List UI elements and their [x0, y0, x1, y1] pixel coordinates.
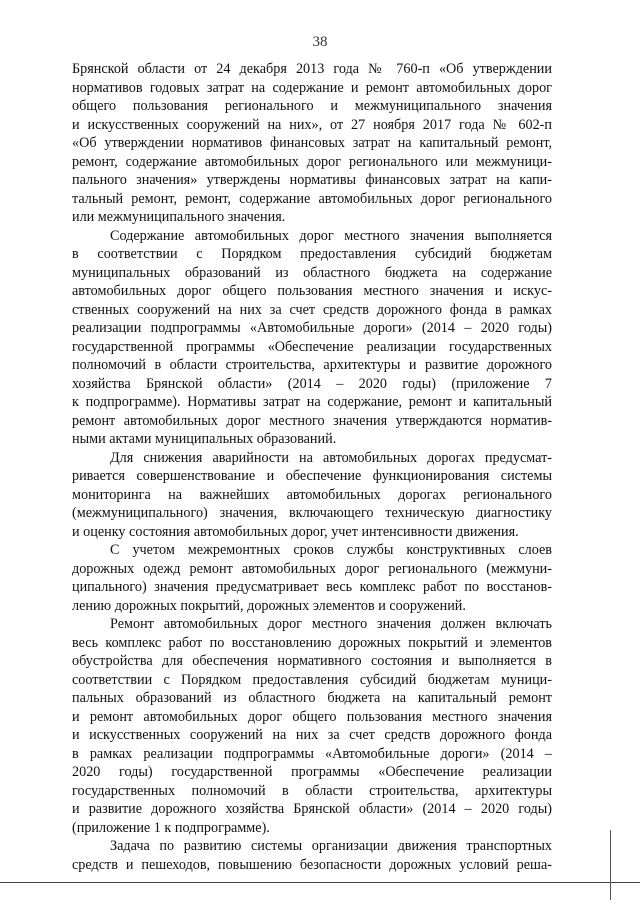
text-line: пальных образований из областного бюджета на капитальный ремонт: [72, 690, 552, 706]
text-line: в соответствии с Порядком предоставления субсидий бюджетам: [72, 246, 552, 262]
text-line: и развитие дорожного хозяйства Брянской области» (2014 – 2020 годы): [72, 801, 552, 817]
text-line: ривается совершенствование и обеспечение функционирования системы: [72, 468, 552, 484]
text-line: или межмуниципального значения.: [72, 209, 286, 225]
text-line: и искусственных сооружений на них», от 27 ноября 2017 года № 602-п: [72, 116, 552, 133]
right-scan-line: [610, 830, 611, 900]
text-line: хозяйства Брянской области» (2014 – 2020 годы) (приложение 7: [72, 375, 552, 392]
text-line: Для снижения аварийности на автомобильных дорогах предусмат-: [110, 449, 552, 466]
text-line: Брянской области от 24 декабря 2013 года № 760-п «Об утверждении: [72, 61, 552, 77]
text-line: лению дорожных покрытий, дорожных элементов и сооружений.: [72, 597, 466, 614]
text-line: ципального) значения предусматривает весь комплекс работ по восстанов-: [72, 579, 552, 595]
text-line: и искусственных сооружений на них за счет средств дорожного фонда: [72, 727, 552, 743]
text-line: ремонт, содержание автомобильных дорог регионального или межмуници-: [72, 153, 552, 170]
text-line: (межмуниципального) значения, включающего техническую диагностику: [72, 505, 552, 521]
text-line: в рамках реализации подпрограммы «Автомобильные дороги» (2014 –: [72, 745, 552, 762]
text-line: пального значения» утверждены нормативы финансовых затрат на капи-: [72, 172, 552, 188]
text-line: мониторинга на важнейших автомобильных дорогах регионального: [72, 486, 552, 503]
text-line: автомобильных дорог общего пользования местного значения и искус-: [72, 283, 552, 299]
text-line: обустройства для обеспечения нормативного состояния и выполняется в: [72, 653, 552, 669]
text-line: средств и пешеходов, повышению безопасности дорожных условий реша-: [72, 856, 552, 873]
text-line: Ремонт автомобильных дорог местного значения должен включать: [110, 616, 552, 632]
bottom-scan-line: [0, 882, 640, 883]
text-line: полномочий в области строительства, архитектуры и развитие дорожного: [72, 357, 552, 373]
text-line: «Об утверждении нормативов финансовых затрат на капитальный ремонт,: [72, 135, 552, 151]
text-line: ремонт автомобильных дорог местного значения утверждаются норматив-: [72, 412, 552, 429]
text-line: и ремонт автомобильных дорог общего пользования местного значения: [72, 708, 552, 725]
text-line: нормативов годовых затрат на содержание и ремонт автомобильных дорог: [72, 79, 552, 96]
text-line: ственных сооружений на них за счет средств дорожного фонда в рамках: [72, 301, 552, 318]
text-line: реализации подпрограммы «Автомобильные дороги» (2014 – 2020 годы): [72, 320, 552, 336]
page-number: 38: [312, 34, 328, 50]
text-line: к подпрограмме). Нормативы затрат на содержание, ремонт и капитальный: [72, 394, 552, 410]
text-line: соответствии с Порядком предоставления субсидий бюджетам муници-: [72, 671, 552, 688]
text-line: государственных полномочий в области строительства, архитектуры: [72, 782, 552, 799]
text-line: государственной программы «Обеспечение реализации государственных: [72, 338, 552, 355]
text-line: Содержание автомобильных дорог местного значения выполняется: [110, 227, 552, 244]
text-line: общего пользования регионального и межмуниципального значения: [72, 98, 552, 114]
text-line: С учетом межремонтных сроков службы конструктивных слоев: [110, 542, 552, 558]
text-line: дорожных одежд ремонт автомобильных дорог регионального (межмуни-: [72, 560, 552, 577]
text-line: Задача по развитию системы организации движения транспортных: [110, 838, 552, 854]
text-line: и оценку состояния автомобильных дорог, учет интенсивности движения.: [72, 523, 519, 540]
text-line: 2020 годы) государственной программы «Обеспечение реализации: [72, 764, 552, 780]
text-line: тальный ремонт, ремонт, содержание автомобильных дорог регионального: [72, 190, 552, 207]
text-line: ными актами муниципальных образований.: [72, 431, 337, 447]
text-line: весь комплекс работ по восстановлению дорожных покрытий и элементов: [72, 634, 552, 651]
text-line: (приложение 1 к подпрограмме).: [72, 819, 270, 836]
text-line: муниципальных образований из областного бюджета на содержание: [72, 264, 552, 281]
body-text: [72, 60, 552, 874]
